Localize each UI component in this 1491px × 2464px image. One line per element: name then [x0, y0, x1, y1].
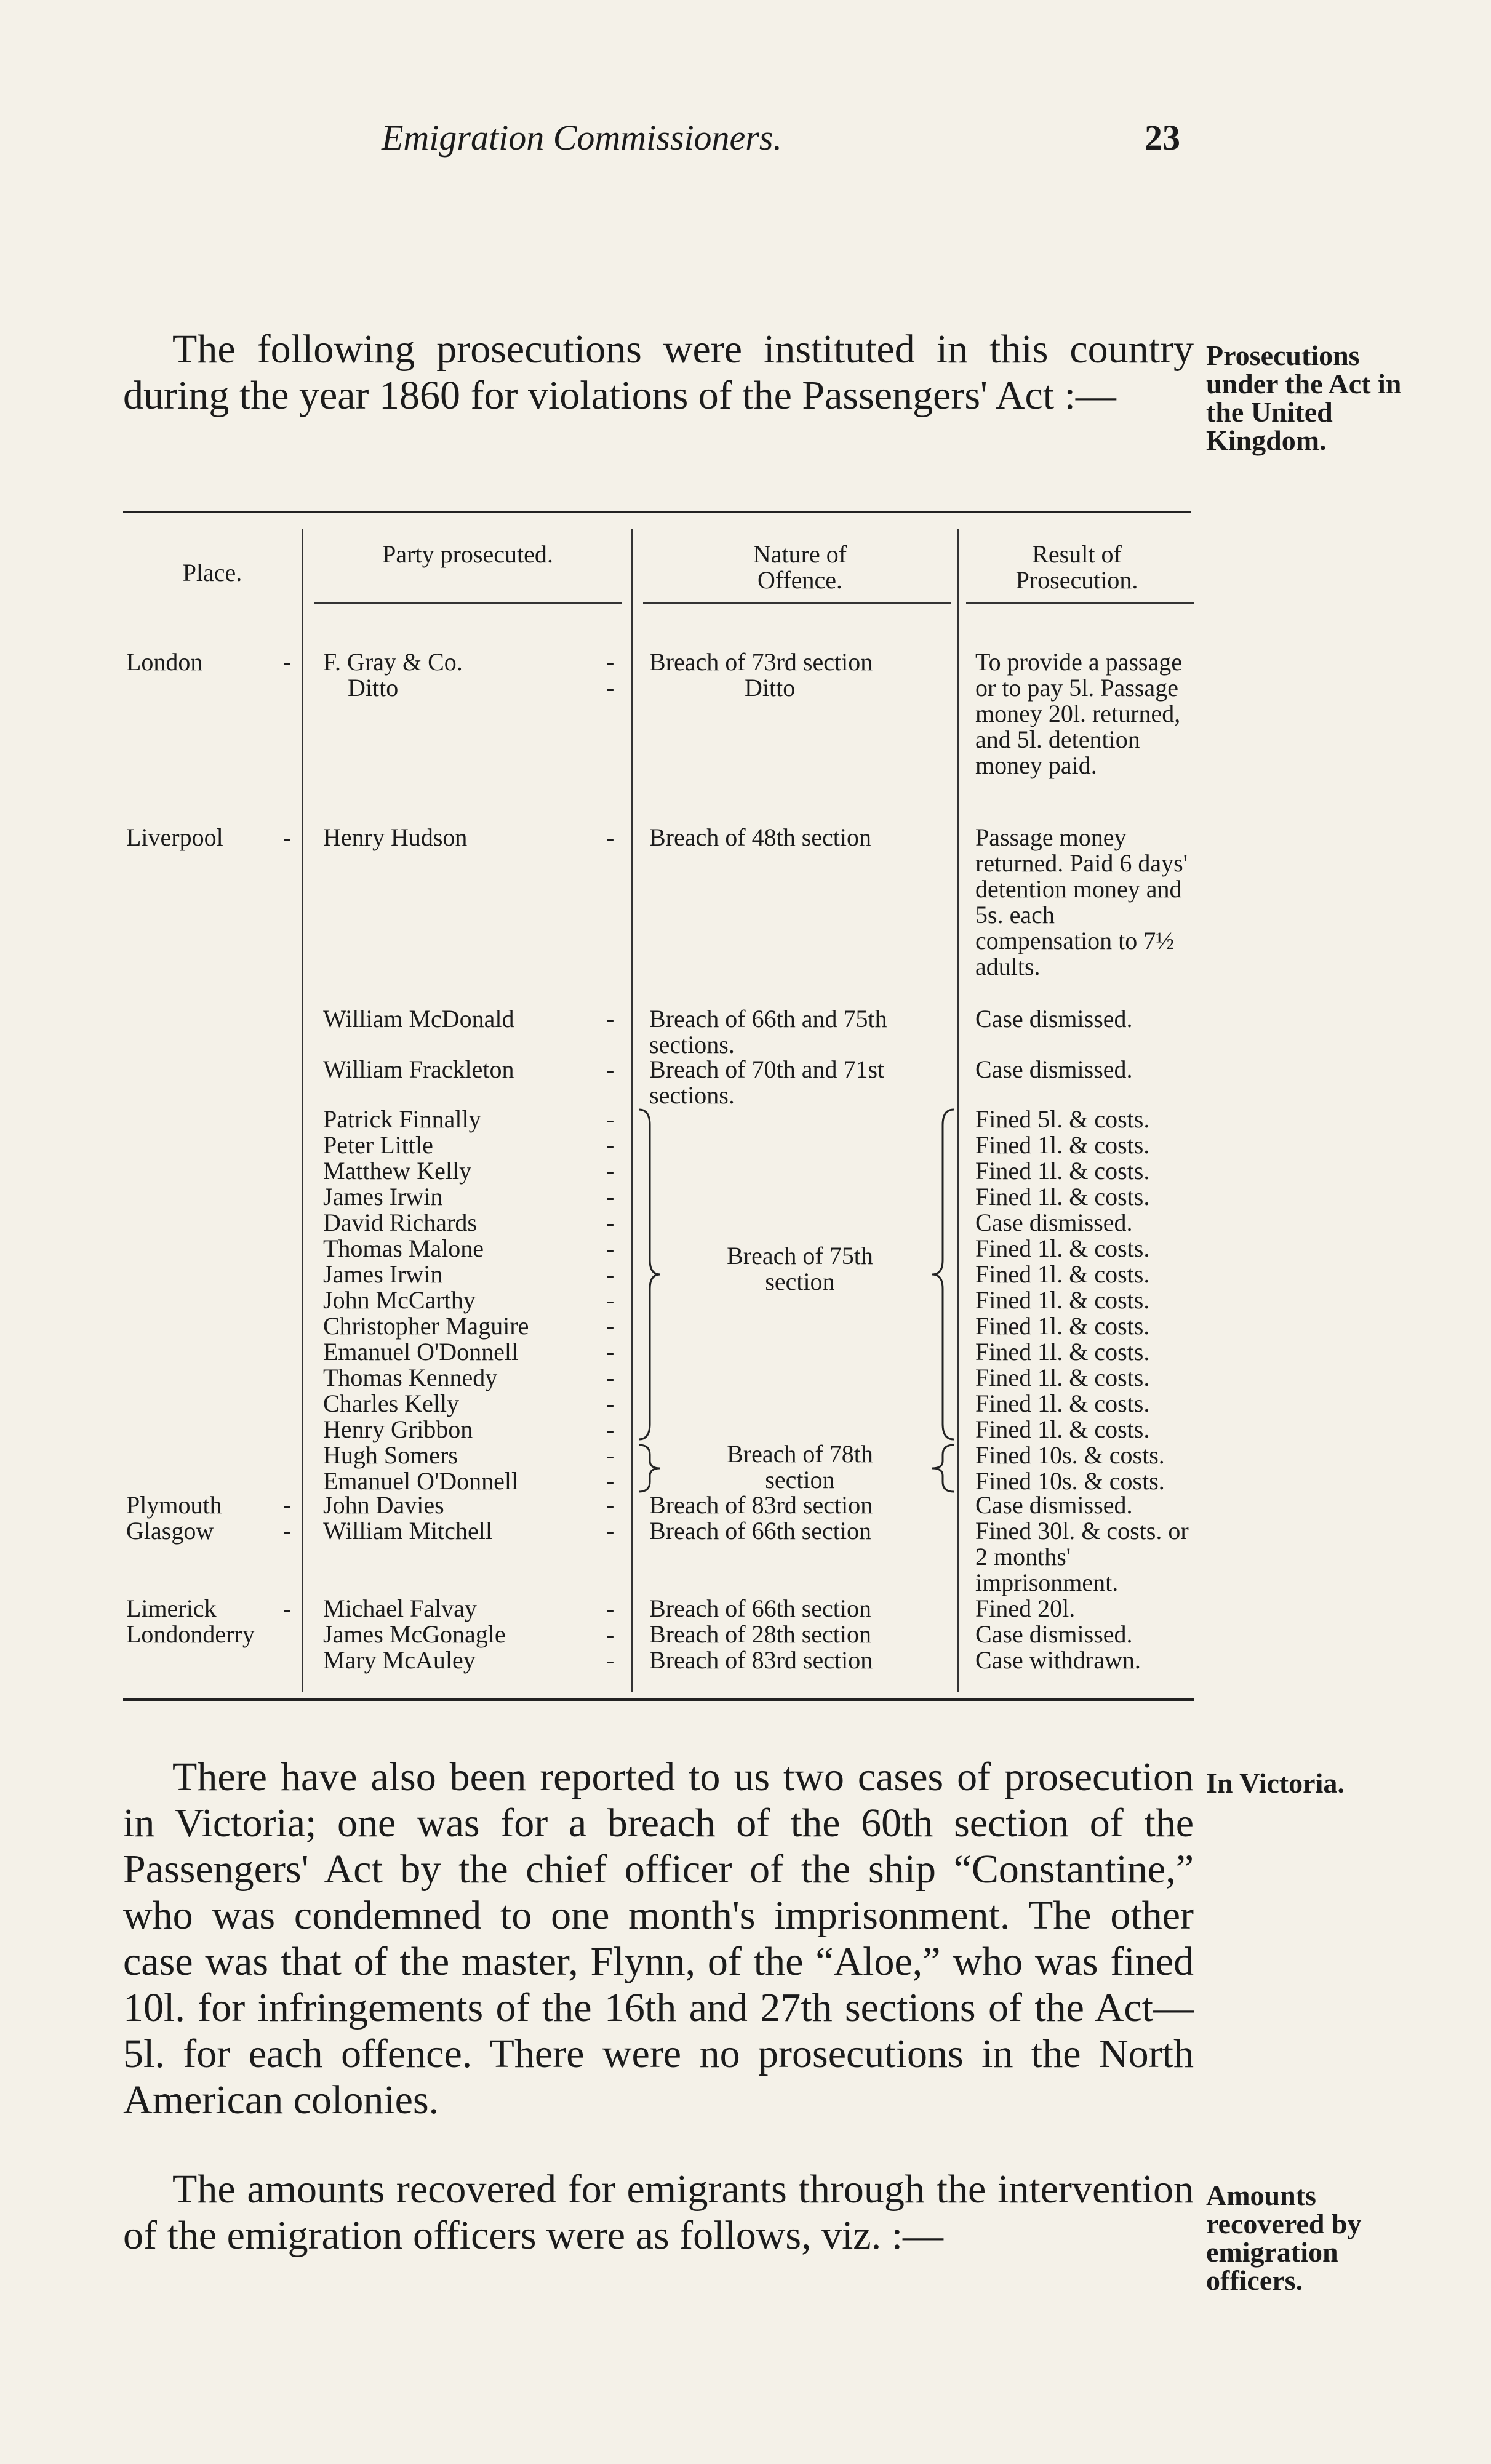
party-cell: Christopher Maguire: [323, 1312, 529, 1340]
result-cell: Fined 10s. & costs.: [975, 1441, 1165, 1469]
header-underline: [966, 602, 1194, 604]
amounts-paragraph: [123, 2166, 1194, 2258]
party-cell: Thomas Malone: [323, 1234, 484, 1262]
offence-cell: Breach of 66th section: [649, 1594, 871, 1622]
party-cell: James Irwin: [323, 1183, 443, 1210]
result-cell: Case dismissed.: [975, 1209, 1133, 1236]
party-cell: John Davies: [323, 1491, 444, 1519]
leader-dash: -: [606, 1183, 615, 1210]
result-cell: Passage money returned. Paid 6 days' detention money and 5s. each compensation to 7½ adults.: [975, 823, 1188, 980]
table-top-rule: [123, 511, 1191, 513]
header-place: Place.: [182, 559, 242, 586]
leader-dash: -: [606, 1441, 615, 1469]
result-cell: To provide a passage or to pay 5l. Passage money 20l. returned, and 5l. detention money paid.: [975, 648, 1182, 779]
header-result: Result of Prosecution.: [1015, 540, 1138, 594]
leader-dash: -: [606, 1620, 615, 1648]
result-cell: Fined 20l.: [975, 1594, 1076, 1622]
intro-text: The following prosecutions were instituted in this country during the year 1860 for violations of the Passengers' Act :—: [123, 327, 1194, 418]
party-cell: Charles Kelly: [323, 1390, 460, 1417]
header-offence: Nature of Offence.: [753, 540, 847, 594]
party-cell: Mary McAuley: [323, 1646, 476, 1674]
leader-dash: -: [606, 1234, 615, 1262]
result-cell: Fined 1l. & costs.: [975, 1338, 1150, 1366]
leader-dash: -: [606, 1055, 615, 1083]
party-cell: John McCarthy: [323, 1286, 476, 1314]
party-cell: David Richards: [323, 1209, 477, 1236]
leader-dash: -: [606, 1005, 615, 1033]
leader-dash: -: [283, 1491, 292, 1519]
leader-dash: -: [606, 1105, 615, 1133]
running-title: Emigration Commissioners.: [382, 118, 782, 158]
victoria-paragraph: [123, 1754, 1194, 2123]
offence-cell: Breach of 83rd section: [649, 1646, 873, 1674]
header-underline: [314, 602, 622, 604]
result-cell: Fined 1l. & costs.: [975, 1131, 1150, 1159]
offence-cell: Ditto: [745, 674, 796, 702]
leader-dash: -: [606, 1286, 615, 1314]
party-cell: William Mitchell: [323, 1517, 492, 1545]
offence-cell: Breach of 83rd section: [649, 1491, 873, 1519]
place-london: London: [126, 648, 203, 676]
offence-cell: Breach of 75th section: [727, 1242, 873, 1295]
leader-dash: -: [606, 1594, 615, 1622]
leader-dash: -: [606, 1390, 615, 1417]
place-glasgow: Glasgow: [126, 1517, 214, 1545]
header-party: Party prosecuted.: [382, 540, 553, 568]
place-limerick: Limerick: [126, 1594, 217, 1622]
right-brace-75th: [923, 1106, 960, 1442]
result-cell: Case dismissed.: [975, 1620, 1133, 1648]
result-cell: Case dismissed.: [975, 1491, 1133, 1519]
leader-dash: -: [283, 1517, 292, 1545]
offence-cell: Breach of 66th section: [649, 1517, 871, 1545]
offence-cell: Breach of 78th section: [727, 1440, 873, 1494]
leader-dash: -: [606, 1157, 615, 1185]
party-cell: Ditto: [348, 674, 399, 702]
right-brace-78th: [923, 1442, 960, 1494]
result-cell: Fined 30l. & costs. or 2 months' imprisonment.: [975, 1517, 1189, 1596]
place-londonderry: Londonderry: [126, 1620, 255, 1648]
intro-paragraph: [123, 326, 1194, 418]
party-cell: Matthew Kelly: [323, 1157, 472, 1185]
leader-dash: -: [606, 1364, 615, 1391]
result-cell: Fined 1l. & costs.: [975, 1364, 1150, 1391]
result-cell: Fined 10s. & costs.: [975, 1467, 1165, 1495]
result-cell: Fined 1l. & costs.: [975, 1183, 1150, 1210]
leader-dash: -: [606, 1467, 615, 1495]
page-number: 23: [1145, 118, 1180, 158]
result-cell: Fined 1l. & costs.: [975, 1157, 1150, 1185]
party-cell: James McGonagle: [323, 1620, 506, 1648]
leader-dash: -: [606, 823, 615, 851]
result-cell: Fined 1l. & costs.: [975, 1390, 1150, 1417]
margin-note-prosecutions: Prosecutions under the Act in the United Kingdom.: [1206, 340, 1402, 456]
offence-cell: Breach of 70th and 71st sections.: [649, 1055, 885, 1109]
party-cell: William Frackleton: [323, 1055, 514, 1083]
leader-dash: -: [606, 1312, 615, 1340]
place-liverpool: Liverpool: [126, 823, 223, 851]
place-plymouth: Plymouth: [126, 1491, 222, 1519]
result-cell: Fined 1l. & costs.: [975, 1415, 1150, 1443]
header-underline: [643, 602, 951, 604]
result-cell: Case withdrawn.: [975, 1646, 1141, 1674]
result-cell: Fined 1l. & costs.: [975, 1312, 1150, 1340]
offence-cell: Breach of 48th section: [649, 823, 871, 851]
leader-dash: -: [283, 823, 292, 851]
leader-dash: -: [283, 1594, 292, 1622]
party-cell: Henry Gribbon: [323, 1415, 473, 1443]
offence-cell: Breach of 73rd section: [649, 648, 873, 676]
party-cell: Emanuel O'Donnell: [323, 1467, 519, 1495]
party-cell: Emanuel O'Donnell: [323, 1338, 519, 1366]
leader-dash: -: [606, 674, 615, 702]
party-cell: James Irwin: [323, 1260, 443, 1288]
party-cell: F. Gray & Co.: [323, 648, 463, 676]
leader-dash: -: [606, 1517, 615, 1545]
left-brace-78th: [633, 1442, 670, 1494]
party-cell: Hugh Somers: [323, 1441, 458, 1469]
result-cell: Fined 1l. & costs.: [975, 1260, 1150, 1288]
amounts-text: The amounts recovered for emigrants through the intervention of the emigration officers were as follows, viz. :—: [123, 2167, 1194, 2258]
leader-dash: -: [606, 1491, 615, 1519]
result-cell: Case dismissed.: [975, 1005, 1133, 1033]
party-cell: Peter Little: [323, 1131, 433, 1159]
column-divider: [302, 529, 303, 1692]
leader-dash: -: [606, 1131, 615, 1159]
margin-note-victoria: In Victoria.: [1206, 1767, 1345, 1799]
result-cell: Fined 5l. & costs.: [975, 1105, 1150, 1133]
prosecutions-table: [123, 511, 1194, 1705]
party-cell: William McDonald: [323, 1005, 514, 1033]
leader-dash: -: [606, 1646, 615, 1674]
party-cell: Thomas Kennedy: [323, 1364, 498, 1391]
table-bottom-rule: [123, 1698, 1194, 1701]
offence-cell: Breach of 66th and 75th sections.: [649, 1005, 887, 1058]
margin-note-amounts: Amounts recovered by emigration officers.: [1206, 2180, 1362, 2296]
party-cell: Patrick Finnally: [323, 1105, 481, 1133]
result-cell: Fined 1l. & costs.: [975, 1234, 1150, 1262]
leader-dash: -: [283, 648, 292, 676]
left-brace-75th: [633, 1106, 670, 1442]
victoria-text: There have also been reported to us two cases of prosecution in Victoria; one was for a breach of the 60th section of the Passengers' Act by the chief officer of the ship “Constantine,” who was condemned to one month's imprisonment. The other case was that of the master, Flynn, of the “Aloe,” who was fined 10l. for infringements of the 16th and 27th sections of the Act—5l. for each offence. There were no prosecutions in the North American colonies.: [123, 1754, 1194, 2122]
leader-dash: -: [606, 1338, 615, 1366]
running-header: [369, 117, 1231, 172]
leader-dash: -: [606, 648, 615, 676]
leader-dash: -: [606, 1415, 615, 1443]
party-cell: Michael Falvay: [323, 1594, 477, 1622]
leader-dash: -: [606, 1209, 615, 1236]
leader-dash: -: [606, 1260, 615, 1288]
party-cell: Henry Hudson: [323, 823, 468, 851]
result-cell: Case dismissed.: [975, 1055, 1133, 1083]
result-cell: Fined 1l. & costs.: [975, 1286, 1150, 1314]
offence-cell: Breach of 28th section: [649, 1620, 871, 1648]
